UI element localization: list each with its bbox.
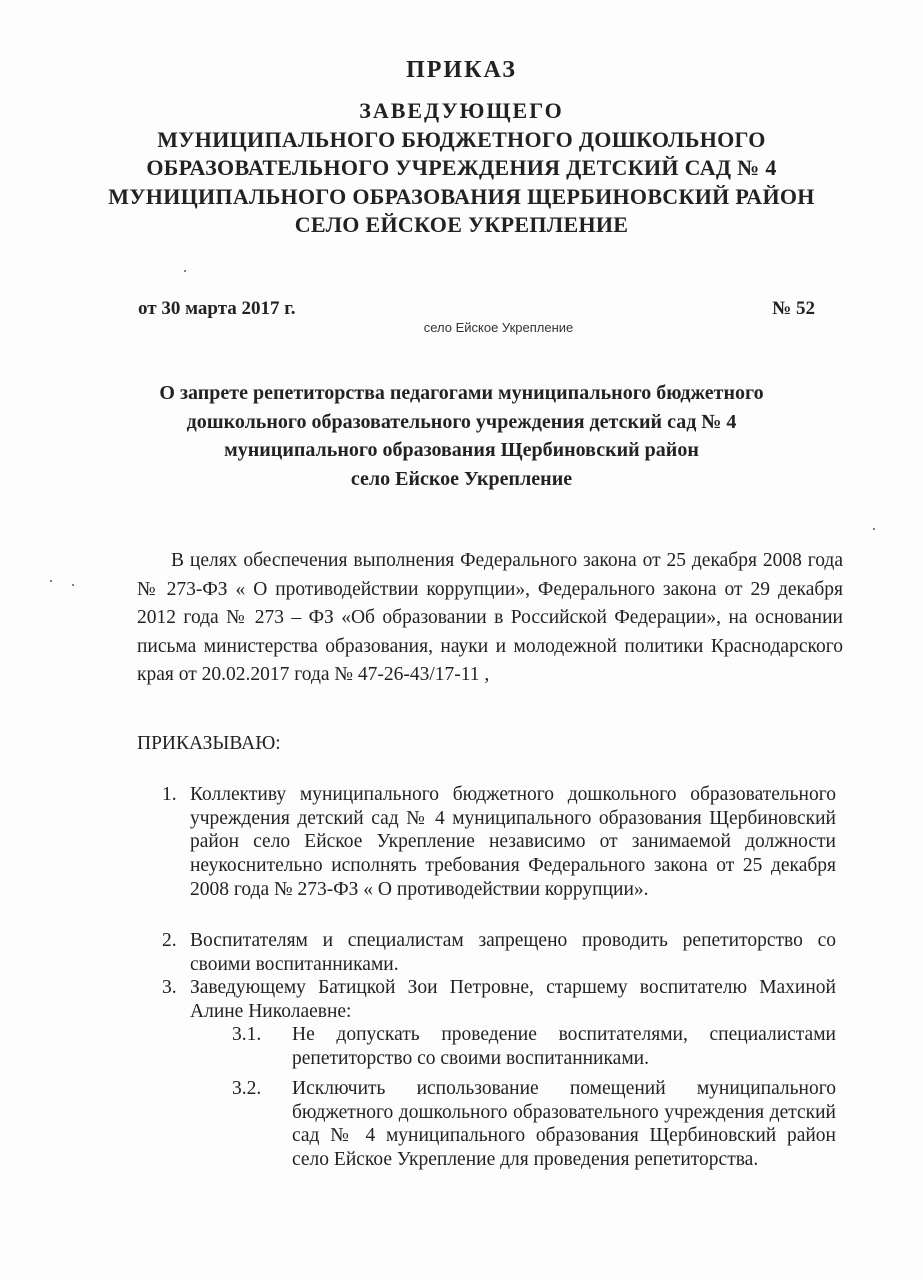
document-title: ПРИКАЗ: [406, 57, 517, 83]
scan-speck: [50, 580, 52, 582]
list-item-number: 3.: [162, 977, 177, 998]
sub-list-item: [232, 1077, 836, 1172]
list-item: [162, 976, 836, 1023]
scan-speck: [184, 270, 186, 272]
subject-line: муниципального образования Щербиновский район: [224, 439, 699, 461]
issuer-heading-line: ОБРАЗОВАТЕЛЬНОГО УЧРЕЖДЕНИЯ ДЕТСКИЙ САД № 4: [146, 155, 777, 180]
scan-speck: [873, 528, 875, 530]
order-directive-word: ПРИКАЗЫВАЮ:: [137, 733, 281, 754]
order-number: № 52: [772, 298, 815, 319]
sub-list-item-number: 3.2.: [232, 1078, 262, 1099]
list-item-text: Коллективу муниципального бюджетного дошкольного образовательного учреждения детский сад № 4 муниципального образования Щербиновский район село Ейское Укрепление независимо от занимаемой должности неукоснительно исполнять требования Федерального закона от 25 декабря 2008 года № 273-ФЗ « О противодействии коррупции».: [190, 784, 836, 900]
list-item: [162, 929, 836, 976]
list-item-number: 1.: [162, 784, 177, 805]
list-item: [162, 783, 836, 902]
issuer-heading-line: СЕЛО ЕЙСКОЕ УКРЕПЛЕНИЕ: [294, 212, 629, 237]
list-item-text: Воспитателям и специалистам запрещено проводить репетиторство со своими воспитанниками.: [190, 930, 836, 975]
sub-list-item-number: 3.1.: [232, 1024, 262, 1045]
order-subject: [0, 379, 923, 493]
subject-line: О запрете репетиторства педагогами муниципального бюджетного: [159, 382, 764, 404]
list-item-number: 2.: [162, 930, 177, 951]
preamble-paragraph: В целях обеспечения выполнения Федерального закона от 25 декабря 2008 года № 273-ФЗ « О противодействии коррупции», Федерального закона от 29 декабря 2012 года № 273 – ФЗ «Об образовании в Российской Федерации», на основании письма министерства образования, науки и молодежной политики Краснодарского края от 20.02.2017 года № 47-26-43/17-11 ,: [137, 550, 843, 686]
order-date: от 30 марта 2017 г.: [138, 298, 296, 319]
scan-speck: [72, 584, 74, 586]
issuer-heading-line: МУНИЦИПАЛЬНОГО ОБРАЗОВАНИЯ ЩЕРБИНОВСКИЙ РАЙОН: [108, 183, 815, 209]
issuer-heading-line: ЗАВЕДУЮЩЕГО: [359, 98, 564, 123]
order-place: село Ейское Укрепление: [423, 320, 574, 335]
sub-list-item-text: Исключить использование помещений муниципального бюджетного дошкольного образовательного учреждения детский сад № 4 муниципального образования Щербиновский район село Ейское Укрепление для проведения репетиторства.: [292, 1078, 836, 1171]
sub-list-item-text: Не допускать проведение воспитателями, специалистами репетиторство со своими воспитанниками.: [292, 1024, 836, 1069]
issuer-heading: [0, 97, 923, 240]
sub-list-item: [232, 1023, 836, 1070]
date-number-row: [138, 298, 815, 320]
issuer-heading-line: МУНИЦИПАЛЬНОГО БЮДЖЕТНОГО ДОШКОЛЬНОГО: [157, 126, 766, 152]
subject-line: село Ейское Укрепление: [350, 467, 573, 490]
subject-line: дошкольного образовательного учреждения детский сад № 4: [186, 410, 737, 433]
list-item-text: Заведующему Батицкой Зои Петровне, старшему воспитателю Махиной Алине Николаевне:: [190, 977, 836, 1022]
